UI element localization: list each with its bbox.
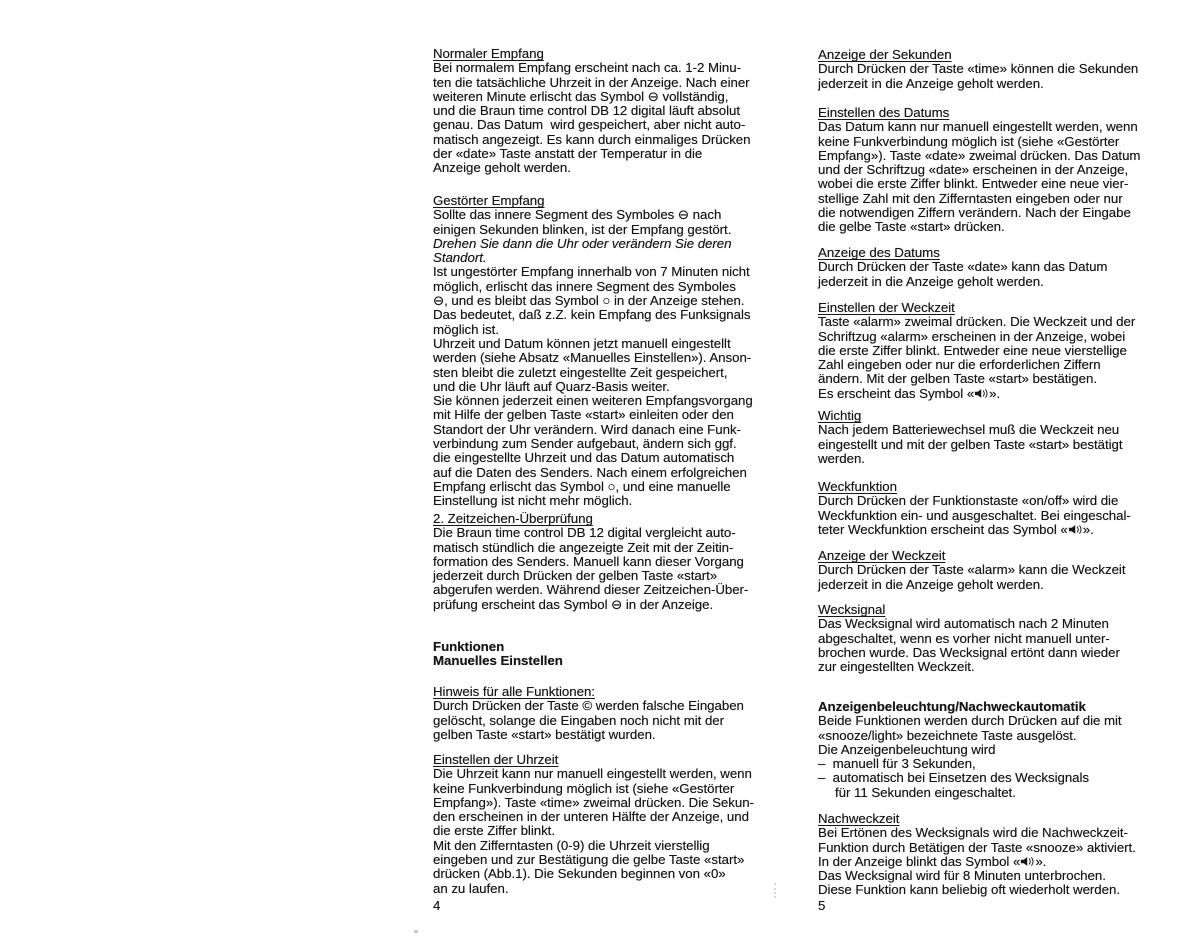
text-line: Durch Drücken der Taste «alarm» kann die Weckzeit — [818, 562, 1126, 578]
text-line: und die Uhr läuft auf Quarz-Basis weiter. — [433, 378, 670, 394]
text-line: matisch angezeigt. Es kann durch einmaliges Drücken — [433, 131, 751, 147]
section — [433, 685, 783, 742]
page-number: 5 — [818, 898, 826, 913]
text-line — [818, 898, 1168, 912]
page-number: 4 — [433, 898, 441, 913]
section-heading: Gestörter Empfang — [433, 193, 545, 208]
page-4-column — [433, 0, 783, 948]
section — [818, 812, 1168, 912]
text-line: verbindung zum Sender aufgebaut, ändern sich ggf. — [433, 436, 737, 452]
page-5-column — [818, 0, 1168, 948]
text-line: werden (siehe Absatz «Manuelles Einstellen»). Anson- — [433, 350, 752, 366]
text-line: der «date» Taste anstatt der Temperatur in die — [433, 146, 703, 162]
text-line: Anzeige geholt werden. — [433, 160, 571, 176]
section — [818, 700, 1168, 800]
text-line: Bei Ertönen des Wecksignals wird die Nachweckzeit- — [818, 825, 1128, 841]
text-line: Die Braun time control DB 12 digital vergleicht auto- — [433, 525, 736, 541]
text-line: die eingestellte Uhrzeit und das Datum automatisch — [433, 450, 735, 466]
text-line: Das bedeutet, daß z.Z. kein Empfang des Funksignals — [433, 307, 751, 323]
text-line: die erste Ziffer blinkt. Entweder eine neue vierstellige — [818, 342, 1127, 358]
text-line: stellige Zahl mit den Zifferntasten eingeben oder nur — [818, 190, 1123, 206]
text-line: gelben Taste «start» bestätigt wurden. — [433, 726, 656, 742]
text-line: auf die Daten des Senders. Nach einem erfolgreichen — [433, 464, 747, 480]
section — [433, 640, 783, 669]
text-line: weiteren Minute erlischt das Symbol ⊖ vollständig, — [433, 88, 729, 104]
text-line: mit Hilfe der gelben Taste «start» einleiten oder den — [433, 407, 734, 423]
text-line: den erscheinen in der unteren Hälfte der Anzeige, und — [433, 809, 749, 825]
text-line: und die Braun time control DB 12 digital läuft absolut — [433, 103, 741, 119]
text-line: ⊖, und es bleibt das Symbol ○ in der Anzeige stehen. — [433, 293, 745, 309]
section-heading: Anzeige des Datums — [818, 245, 940, 260]
section-heading: Anzeige der Sekunden — [818, 47, 952, 62]
text-line: eingeben und zur Bestätigung die gelbe Taste «start» — [433, 852, 745, 868]
section — [818, 301, 1168, 401]
section-heading: 2. Zeitzeichen-Überprüfung — [433, 511, 593, 526]
text-line: Empfang»). Taste «time» zweimal drücken. Die Sekun- — [433, 794, 754, 810]
section-heading: Anzeige der Weckzeit — [818, 548, 946, 563]
text-line: werden. — [818, 450, 865, 466]
text-line: möglich, erlischt das innere Segment des Symboles — [433, 278, 736, 294]
text-line: matisch stündlich die angezeigte Zeit mit der Zeitin- — [433, 539, 734, 555]
text-line: Die Anzeigenbeleuchtung wird — [818, 741, 996, 757]
section-heading: Normaler Empfang — [433, 46, 544, 61]
text-line: Mit den Zifferntasten (0-9) die Uhrzeit vierstellig — [433, 837, 710, 853]
text-line: Uhrzeit und Datum können jetzt manuell eingestellt — [433, 335, 731, 351]
text-line: sten bleibt die zuletzt eingestellte Zeit gespeichert, — [433, 364, 728, 380]
text-line: Sollte das innere Segment des Symboles ⊖ nach — [433, 207, 722, 223]
text-line: drücken (Abb.1). Die Sekunden beginnen von «0» — [433, 866, 726, 882]
section — [818, 549, 1168, 592]
text-line: Durch Drücken der Funktionstaste «on/off» wird die — [818, 493, 1119, 509]
speaker-icon — [974, 388, 989, 399]
text-line: Schriftzug «alarm» erscheinen in der Anzeige, wobei — [818, 328, 1126, 344]
text-line: abgeschaltet, wenn es vorher nicht manuell unter- — [818, 630, 1110, 646]
text-line: Das Wecksignal wird für 8 Minuten unterbrochen. — [818, 868, 1106, 884]
section-heading: Einstellen der Uhrzeit — [433, 752, 559, 767]
text-line: und der Schriftzug «date» erscheinen in der Anzeige, — [818, 162, 1129, 178]
text-line: Empfang»). Taste «date» zweimal drücken. Das Datum — [818, 147, 1141, 163]
text-line: Nach jedem Batteriewechsel muß die Weckzeit neu — [818, 422, 1120, 438]
section-heading: Funktionen — [433, 639, 505, 654]
text-line: die erste Ziffer blinkt. — [433, 823, 555, 839]
text-line: Drehen Sie dann die Uhr oder verändern Sie deren — [433, 235, 732, 251]
text-line: teter Weckfunktion erscheint das Symbol « ». — [818, 521, 1094, 537]
text-line: die notwendigen Ziffern verändern. Nach der Eingabe — [818, 205, 1131, 221]
section — [433, 194, 783, 509]
section — [433, 47, 783, 176]
text-line: möglich ist. — [433, 321, 499, 337]
text-line: Durch Drücken der Taste © werden falsche Eingaben — [433, 698, 744, 714]
section-heading: Einstellen des Datums — [818, 105, 950, 120]
text-line: Weckfunktion ein- und ausgeschaltet. Bei eingeschal- — [818, 507, 1131, 523]
text-line: Taste «alarm» zweimal drücken. Die Weckzeit und der — [818, 314, 1136, 330]
text-line: für 11 Sekunden eingeschaltet. — [835, 784, 1016, 800]
section-heading: Manuelles Einstellen — [433, 653, 563, 669]
section — [818, 409, 1168, 466]
text-line: brochen wurde. Das Wecksignal ertönt dann wieder — [818, 644, 1120, 660]
text-line: – manuell für 3 Sekunden, — [818, 756, 976, 772]
text-line: Das Wecksignal wird automatisch nach 2 Minuten — [818, 616, 1109, 632]
text-line: wobei die erste Ziffer blinkt. Entweder eine neue vier- — [818, 176, 1129, 192]
text-line: an zu laufen. — [433, 880, 509, 896]
section-heading: Wichtig — [818, 408, 862, 423]
text-line: jederzeit in die Anzeige geholt werden. — [818, 75, 1044, 91]
text-line: jederzeit durch Drücken der gelben Taste «start» — [433, 568, 718, 584]
text-line: Funktion durch Betätigen der Taste «snooze» aktiviert. — [818, 839, 1136, 855]
text-line: «snooze/light» bezeichnete Taste ausgelöst. — [818, 727, 1077, 743]
text-line: ten die tatsächliche Uhrzeit in der Anzeige. Nach einer — [433, 74, 750, 90]
text-line: Empfang erlischt das Symbol ○, und eine manuelle — [433, 478, 731, 494]
text-line: genau. Das Datum wird gespeichert, aber nicht auto- — [433, 117, 746, 133]
text-line: Das Datum kann nur manuell eingestellt werden, wenn — [818, 119, 1138, 135]
text-line: ändern. Mit der gelben Taste «start» bestätigen. — [818, 371, 1097, 387]
section — [433, 753, 783, 896]
section — [818, 480, 1168, 537]
section — [818, 48, 1168, 91]
text-line: keine Funkverbindung möglich ist (siehe «Gestörter — [818, 133, 1120, 149]
text-line: eingestellt und mit der gelben Taste «start» bestätigt — [818, 436, 1123, 452]
text-line: die gelbe Taste «start» drücken. — [818, 219, 1005, 235]
page-fold-mark — [774, 883, 776, 898]
text-line: keine Funkverbindung möglich ist (siehe «Gestörter — [433, 780, 735, 796]
text-line: prüfung erscheint das Symbol ⊖ in der Anzeige. — [433, 596, 714, 612]
text-line: Standort der Uhr verändern. Wird danach eine Funk- — [433, 421, 741, 437]
section-heading: Wecksignal — [818, 602, 886, 617]
text-line: jederzeit in die Anzeige geholt werden. — [818, 576, 1044, 592]
text-line: – automatisch bei Einsetzen des Wecksignals — [818, 770, 1090, 786]
text-line: Die Uhrzeit kann nur manuell eingestellt werden, wenn — [433, 766, 752, 782]
text-line: formation des Senders. Manuell kann dieser Vorgang — [433, 553, 744, 569]
speaker-icon — [1020, 856, 1035, 867]
text-line: Durch Drücken der Taste «time» können die Sekunden — [818, 61, 1139, 77]
section — [818, 603, 1168, 674]
section — [818, 106, 1168, 235]
section-heading: Nachweckzeit — [818, 811, 900, 826]
section — [818, 246, 1168, 289]
text-line: Ist ungestörter Empfang innerhalb von 7 Minuten nicht — [433, 264, 750, 280]
text-line: Es erscheint das Symbol « ». — [818, 385, 1001, 401]
text-line: Beide Funktionen werden durch Drücken auf die mit — [818, 713, 1122, 729]
text-line: Durch Drücken der Taste «date» kann das Datum — [818, 259, 1108, 275]
text-line: jederzeit in die Anzeige geholt werden. — [818, 273, 1044, 289]
section-heading: Weckfunktion — [818, 479, 897, 494]
text-line: Einstellung ist nicht mehr möglich. — [433, 493, 633, 509]
speaker-icon — [1068, 524, 1083, 535]
section — [433, 512, 783, 612]
section-heading: Anzeigenbeleuchtung/Nachweckautomatik — [818, 699, 1086, 714]
text-line: Zahl eingeben oder nur die erforderlichen Ziffern — [818, 357, 1101, 373]
text-line: Diese Funktion kann beliebig oft wiederholt werden. — [818, 882, 1120, 898]
text-line: Standort. — [433, 250, 487, 266]
section-heading: Einstellen der Weckzeit — [818, 300, 955, 315]
text-line: In der Anzeige blinkt das Symbol « ». — [818, 853, 1047, 869]
text-line: abgerufen werden. Während dieser Zeitzeichen-Über- — [433, 582, 749, 598]
scan-speck — [414, 930, 418, 933]
text-line: Bei normalem Empfang erscheint nach ca. 1-2 Minu- — [433, 60, 741, 76]
text-line: zur eingestellten Weckzeit. — [818, 659, 975, 675]
section-heading: Hinweis für alle Funktionen: — [433, 684, 595, 699]
text-line: gelöscht, solange die Eingaben noch nicht mit der — [433, 712, 725, 728]
text-line: einigen Sekunden blinken, ist der Empfang gestört. — [433, 221, 732, 237]
text-line: Sie können jederzeit einen weiteren Empfangsvorgang — [433, 393, 753, 409]
